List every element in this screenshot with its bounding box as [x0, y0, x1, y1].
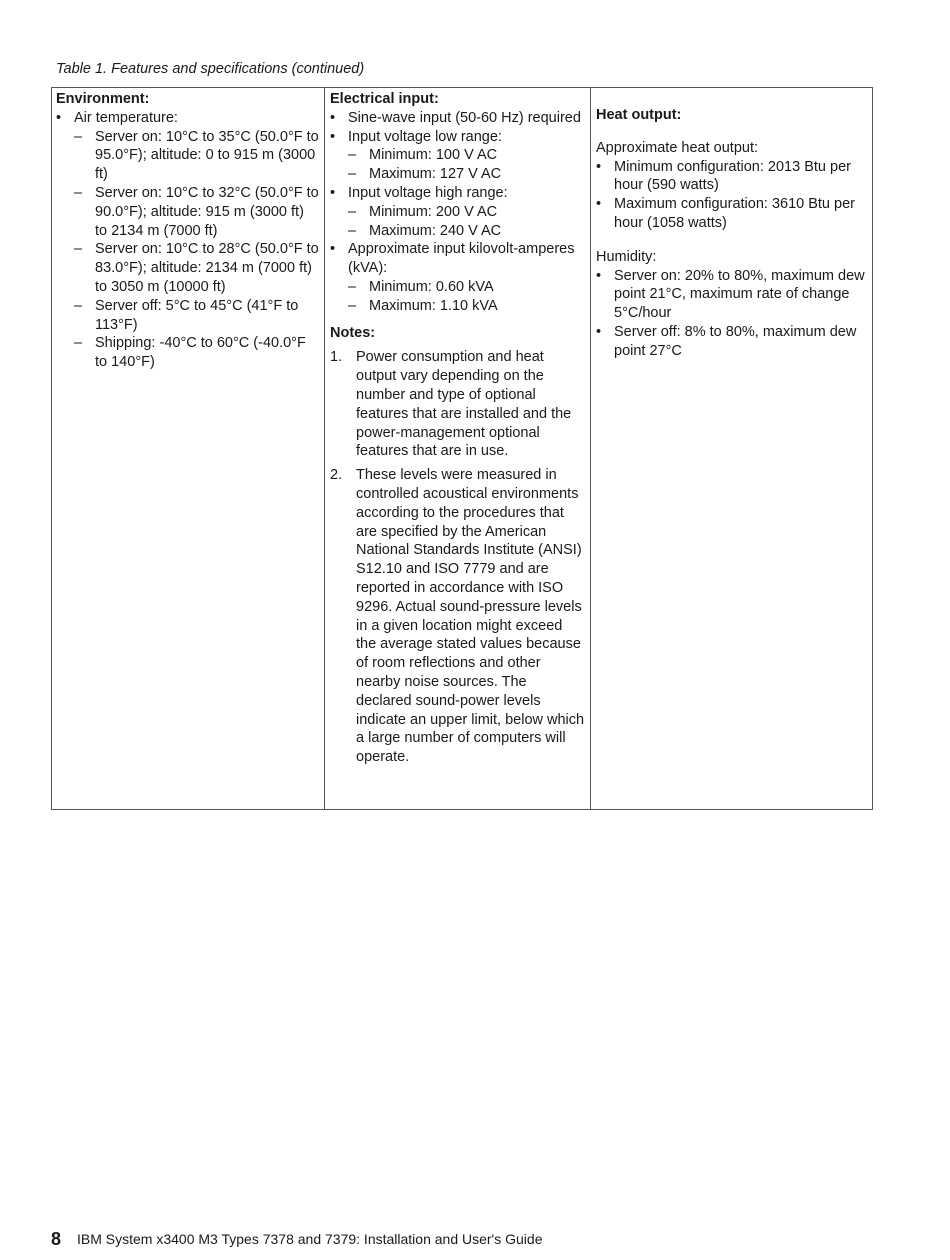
kva-label: Approximate input kilovolt-amperes (kVA):	[348, 241, 575, 277]
list-item: • Maximum configuration: 3610 Btu per hour (1058 watts)	[596, 195, 868, 233]
note-number: 1.	[330, 349, 343, 366]
list-item: • Server on: 20% to 80%, maximum dew point 21°C, maximum rate of change 5°C/hour	[596, 267, 868, 323]
page-number: 8	[51, 1229, 62, 1249]
list-item: – Minimum: 100 V AC	[330, 146, 586, 165]
note-text: Power consumption and heat output vary depending on the number and type of optional features that are installed and the power-management optional features that are in use.	[356, 349, 572, 460]
heat-output-heading: Heat output:	[596, 107, 682, 123]
high-range-item	[330, 184, 586, 203]
high-range-label: Input voltage high range:	[348, 184, 508, 201]
note-item	[330, 348, 586, 461]
footer-title: IBM System x3400 M3 Types 7378 and 7379: Installation and User's Guide	[77, 1231, 543, 1247]
kva-item	[330, 240, 586, 278]
list-item: – Maximum: 127 V AC	[330, 165, 586, 184]
list-item: – Server on: 10°C to 28°C (50.0°F to 83.0°F); altitude: 2134 m (7000 ft) to 3050 m (10000 ft)	[56, 240, 320, 296]
note-number: 2.	[330, 467, 343, 484]
notes-heading: Notes:	[330, 324, 376, 341]
electrical-input-heading: Electrical input:	[330, 91, 439, 107]
approx-heat-label: Approximate heat output:	[596, 139, 759, 156]
list-item: – Minimum: 200 V AC	[330, 203, 586, 222]
electrical-input-cell	[325, 88, 591, 810]
air-temperature-item	[56, 109, 320, 128]
list-item: – Server off: 5°C to 45°C (41°F to 113°F)	[56, 297, 320, 335]
note-text: These levels were measured in controlled acoustical environments according to the procedures that are specified by the American National Standards Institute (ANSI) S12.10 and ISO 7779 and are reported in accordance with ISO 9296. Actual sound-pressure levels in a given location might exceed the average stated values because of room reflections and other nearby noise sources. The declared sound-power levels indicate an upper limit, below which a large number of computers will operate.	[356, 467, 585, 766]
list-item: – Maximum: 240 V AC	[330, 222, 586, 241]
low-range-item	[330, 128, 586, 147]
list-item: – Server on: 10°C to 35°C (50.0°F to 95.0°F); altitude: 0 to 915 m (3000 ft)	[56, 128, 320, 184]
features-specifications-table	[51, 87, 873, 810]
list-item: – Server on: 10°C to 32°C (50.0°F to 90.0°F); altitude: 915 m (3000 ft) to 2134 m (7000 ft)	[56, 184, 320, 240]
air-temperature-label: Air temperature:	[74, 109, 178, 126]
low-range-label: Input voltage low range:	[348, 128, 502, 145]
environment-cell	[52, 88, 325, 810]
page-footer	[51, 1229, 542, 1250]
list-item: • Minimum configuration: 2013 Btu per hour (590 watts)	[596, 158, 868, 196]
sine-wave-item: • Sine-wave input (50-60 Hz) required	[330, 109, 586, 128]
environment-heading: Environment:	[56, 91, 150, 107]
list-item: – Minimum: 0.60 kVA	[330, 278, 586, 297]
note-item	[330, 466, 586, 767]
humidity-label: Humidity:	[596, 248, 657, 265]
list-item: – Maximum: 1.10 kVA	[330, 297, 586, 316]
list-item: • Server off: 8% to 80%, maximum dew point 27°C	[596, 323, 868, 361]
heat-output-cell	[591, 88, 873, 810]
table-caption: Table 1. Features and specifications (continued)	[56, 61, 365, 77]
list-item: – Shipping: -40°C to 60°C (-40.0°F to 140°F)	[56, 334, 320, 372]
